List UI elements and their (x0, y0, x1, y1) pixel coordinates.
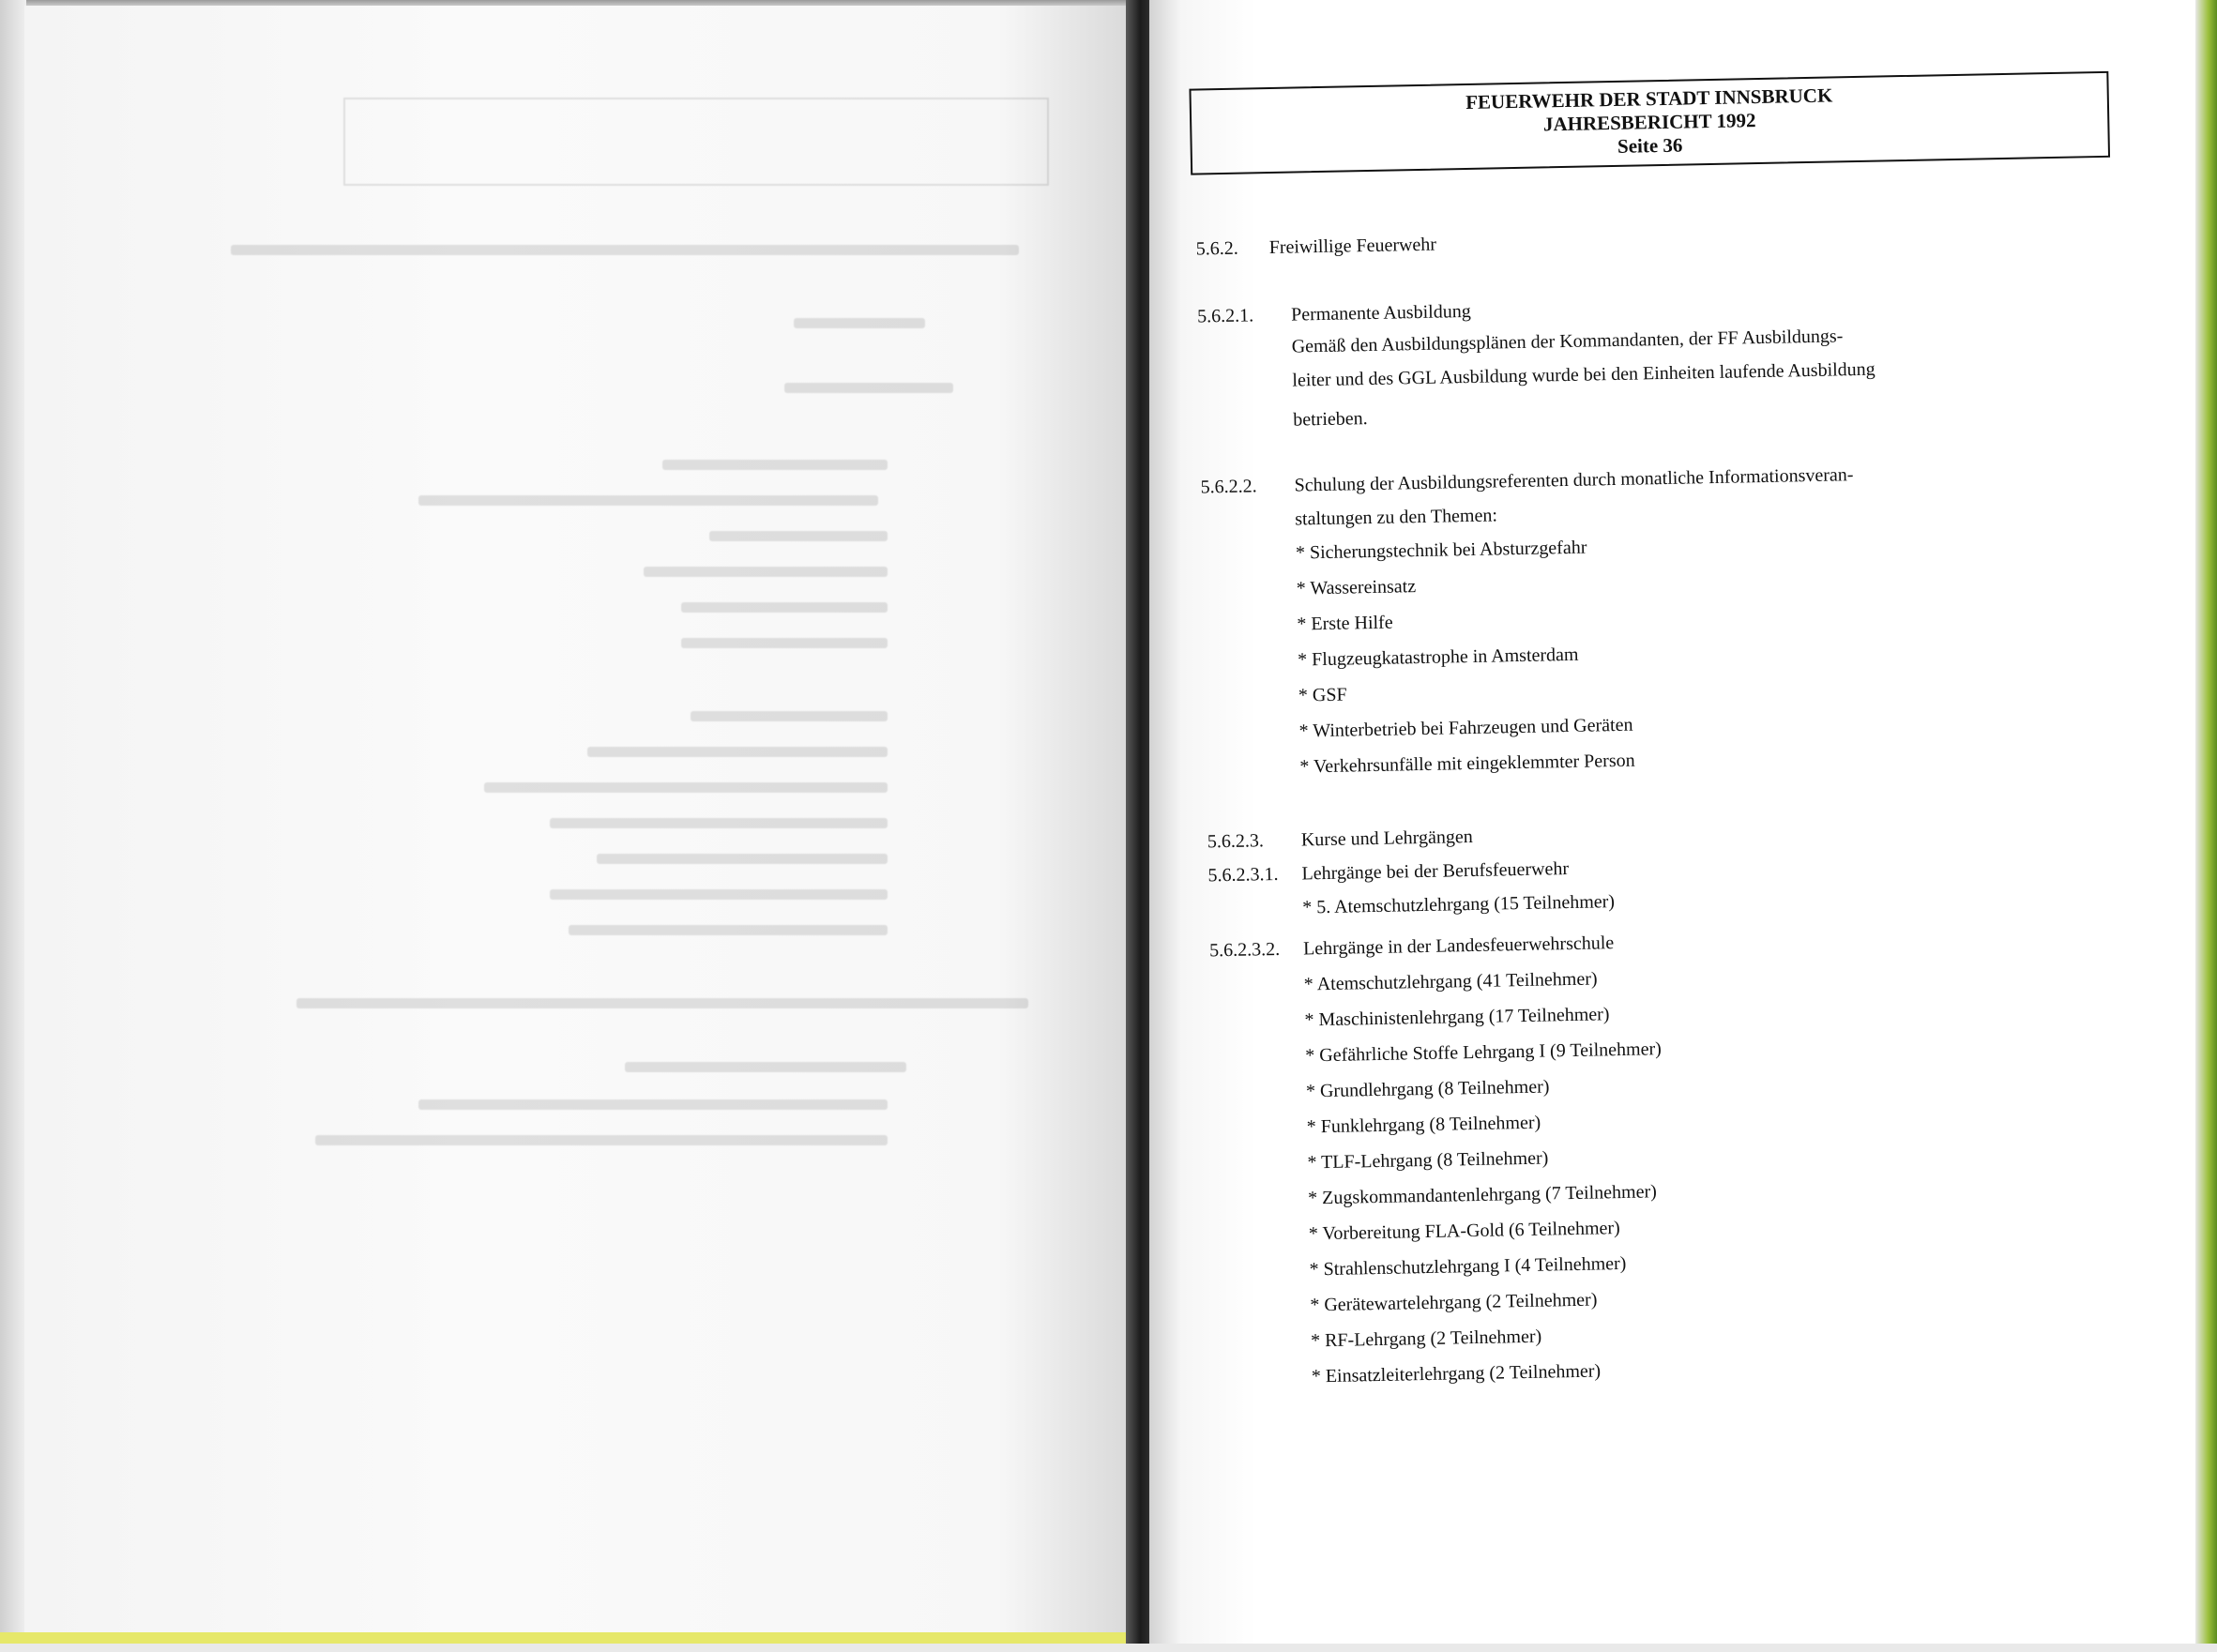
ghost-line (625, 1062, 906, 1072)
list-item: * Gerätewartelehrgang (2 Teilnehmer) (1310, 1289, 1598, 1316)
s1-title: Permanente Ausbildung (1290, 300, 1471, 326)
s2-text-line: staltungen zu den Themen: (1295, 505, 1498, 530)
s1-text-line: leiter und des GGL Ausbildung wurde bei den Einheiten laufende Ausbildung (1292, 358, 1875, 391)
mirrored-ghost-text (24, 6, 1131, 1644)
report-header (1189, 71, 2110, 175)
header-page-number: Seite 36 (1617, 133, 1683, 158)
list-item: * TLF-Lehrgang (8 Teilnehmer) (1307, 1147, 1549, 1174)
ghost-line (569, 925, 888, 935)
s3-sub1-number: 5.6.2.3.1. (1207, 863, 1279, 887)
left-page-bleedthrough (24, 6, 1131, 1644)
s3-number: 5.6.2.3. (1207, 830, 1265, 853)
list-item: * Gefährliche Stoffe Lehrgang I (9 Teilnehmer) (1305, 1038, 1662, 1067)
s3-sub2-number: 5.6.2.3.2. (1208, 938, 1281, 962)
book-right-edge (2195, 0, 2217, 1644)
section-title: Freiwillige Feuerwehr (1268, 234, 1437, 259)
list-item: * Atemschutzlehrgang (41 Teilnehmer) (1303, 968, 1598, 995)
ghost-line (418, 495, 878, 506)
list-item: * Maschinistenlehrgang (17 Teilnehmer) (1304, 1004, 1610, 1031)
ghost-line (587, 747, 888, 757)
s1-text-line: Gemäß den Ausbildungsplänen der Kommandanten, der FF Ausbildungs- (1291, 326, 1844, 357)
yellow-bottom-edge (0, 1632, 1135, 1644)
ghost-line (691, 711, 888, 721)
s2-number: 5.6.2.2. (1200, 476, 1257, 498)
header-report-title: JAHRESBERICHT 1992 (1542, 109, 1756, 136)
ghost-line (484, 782, 888, 793)
book-left-edge (0, 0, 26, 1644)
list-item: * 5. Atemschutzlehrgang (15 Teilnehmer) (1302, 891, 1616, 918)
s1-text-line: betrieben. (1293, 408, 1368, 431)
list-item: * Zugskommandantenlehrgang (7 Teilnehmer) (1307, 1181, 1657, 1209)
section-number: 5.6.2. (1195, 237, 1238, 260)
list-item: * Strahlenschutzlehrgang I (4 Teilnehmer) (1309, 1252, 1627, 1281)
list-item: * Vorbereitung FLA-Gold (6 Teilnehmer) (1308, 1218, 1620, 1245)
list-item: * Winterbetrieb bei Fahrzeugen und Geräten (1298, 714, 1633, 742)
list-item: * Verkehrsunfälle mit eingeklemmter Person (1299, 750, 1635, 778)
list-item: * Sicherungstechnik bei Absturzgefahr (1295, 537, 1587, 564)
list-item: * Wassereinsatz (1296, 576, 1417, 599)
s2-text-line: Schulung der Ausbildungsreferenten durch monatliche Informationsveran- (1294, 464, 1854, 496)
ghost-line (231, 245, 1019, 255)
s3-title: Kurse und Lehrgängen (1300, 826, 1473, 851)
header-org: FEUERWEHR DER STADT INNSBRUCK (1465, 83, 1833, 114)
ghost-header-box (343, 98, 1049, 186)
ghost-line (794, 318, 925, 328)
ghost-line (550, 818, 888, 828)
ghost-line (784, 383, 953, 393)
list-item: * Erste Hilfe (1297, 612, 1393, 635)
page-content (1133, 0, 2217, 1652)
s3-sub2-title: Lehrgänge in der Landesfeuerwehrschule (1302, 932, 1615, 960)
ghost-line (681, 602, 888, 613)
list-item: * GSF (1298, 684, 1347, 706)
ghost-line (418, 1099, 888, 1110)
ghost-line (662, 460, 888, 470)
right-page (1149, 0, 2217, 1644)
list-item: * Flugzeugkatastrophe in Amsterdam (1297, 644, 1579, 671)
list-item: * RF-Lehrgang (2 Teilnehmer) (1310, 1326, 1542, 1352)
list-item: * Grundlehrgang (8 Teilnehmer) (1305, 1076, 1550, 1102)
s3-sub1-title: Lehrgänge bei der Berufsfeuerwehr (1301, 858, 1570, 885)
ghost-line (597, 854, 888, 864)
list-item: * Funklehrgang (8 Teilnehmer) (1306, 1112, 1541, 1138)
ghost-line (550, 889, 888, 900)
s1-number: 5.6.2.1. (1196, 305, 1254, 327)
list-item: * Einsatzleiterlehrgang (2 Teilnehmer) (1311, 1360, 1602, 1387)
ghost-line (644, 567, 888, 577)
ghost-line (296, 998, 1028, 1008)
ghost-line (709, 531, 888, 541)
ghost-line (315, 1135, 888, 1145)
ghost-line (681, 638, 888, 648)
